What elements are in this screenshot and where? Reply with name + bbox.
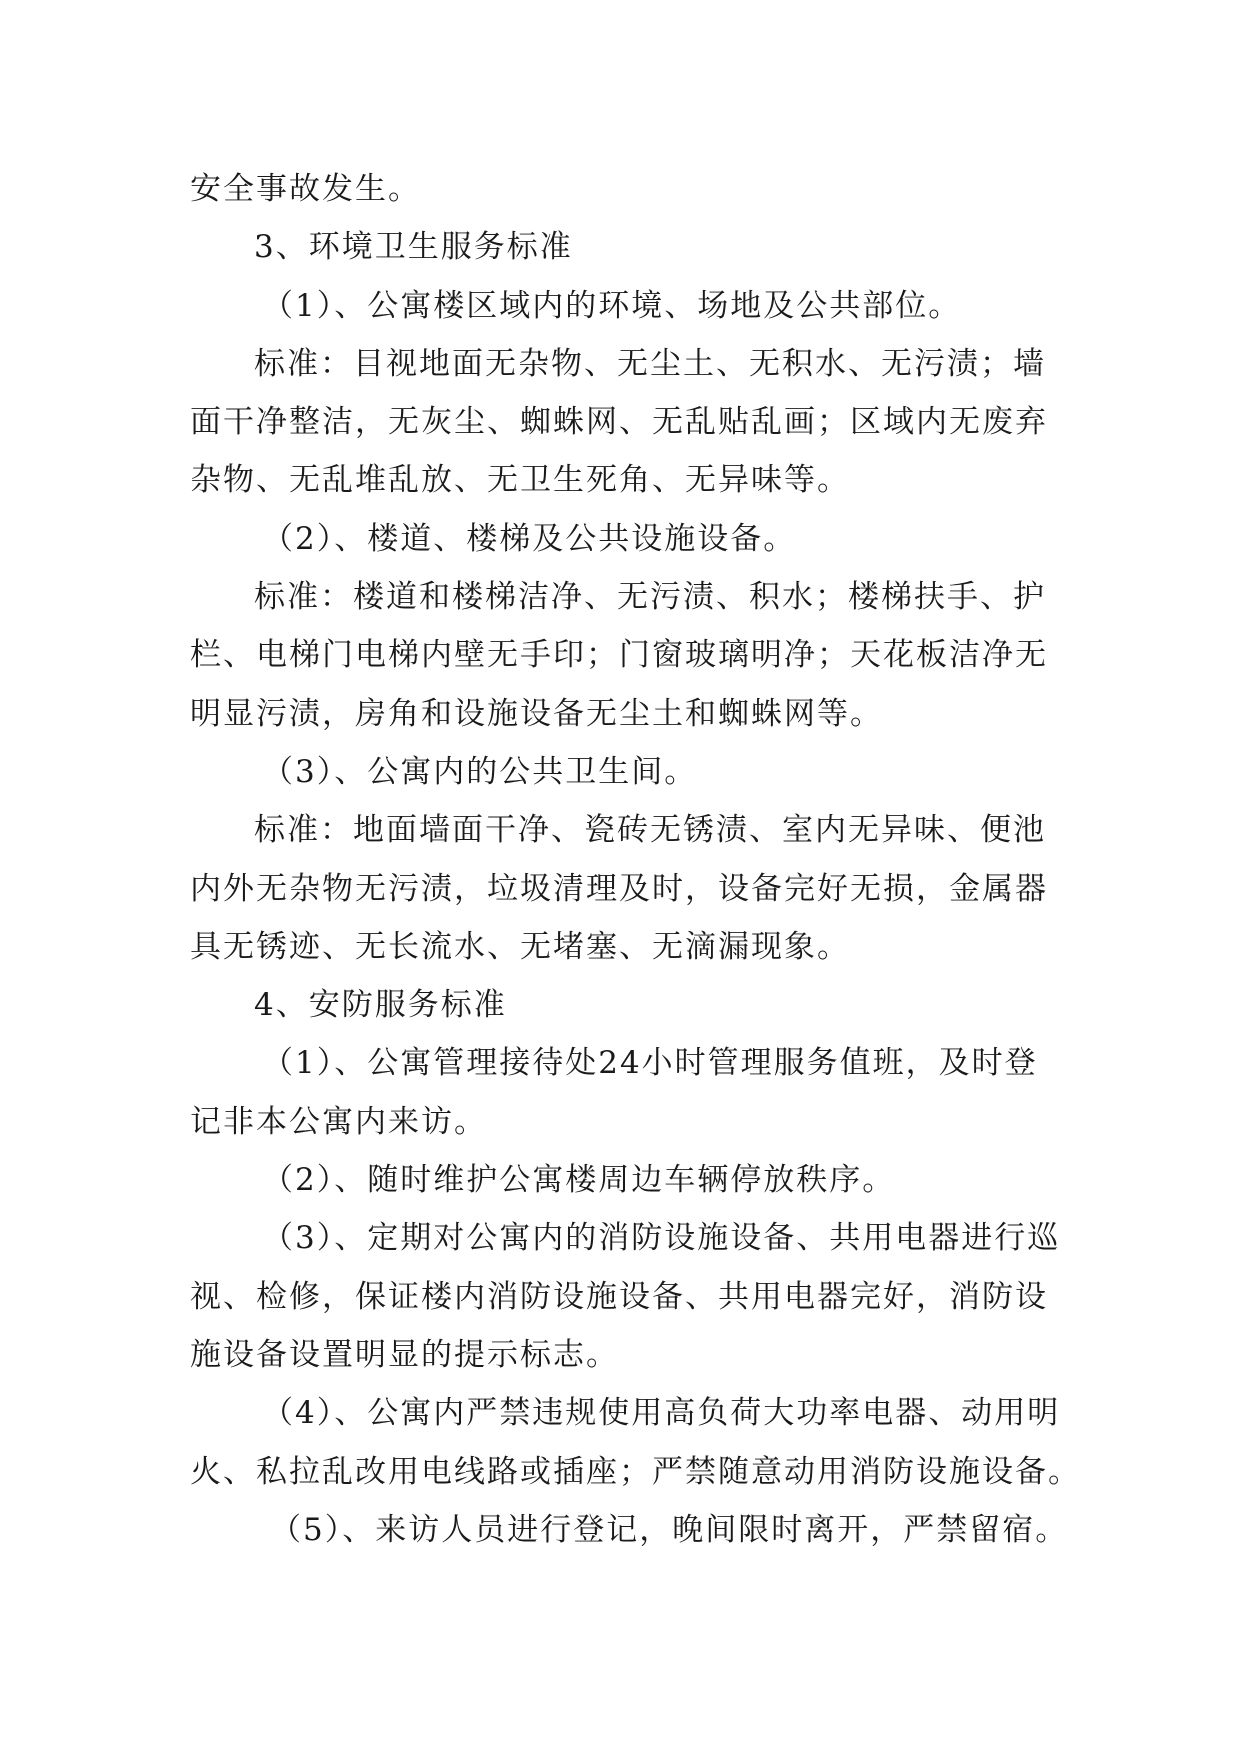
text-line: 标准：楼道和楼梯洁净、无污渍、积水；楼梯扶手、护 bbox=[254, 579, 1046, 616]
text-line: 火、私拉乱改用电线路或插座；严禁随意动用消防设施设备。 bbox=[190, 1453, 1081, 1490]
text-line: 面干净整洁，无灰尘、蜘蛛网、无乱贴乱画；区域内无废弃 bbox=[190, 404, 1048, 441]
text-line: （3）、定期对公寓内的消防设施设备、共用电器进行巡 bbox=[262, 1220, 1061, 1257]
item-heading: （2）、楼道、楼梯及公共设施设备。 bbox=[262, 520, 797, 557]
item-heading: （1）、公寓楼区域内的环境、场地及公共部位。 bbox=[262, 287, 962, 324]
item-heading: （3）、公寓内的公共卫生间。 bbox=[262, 753, 698, 790]
text-line: 明显污渍，房角和设施设备无尘土和蜘蛛网等。 bbox=[190, 695, 883, 732]
text-line: （2）、随时维护公寓楼周边车辆停放秩序。 bbox=[262, 1162, 896, 1199]
text-line: 栏、电梯门电梯内壁无手印；门窗玻璃明净；天花板洁净无 bbox=[190, 637, 1048, 674]
text-line: （4）、公寓内严禁违规使用高负荷大功率电器、动用明 bbox=[262, 1395, 1061, 1432]
text-line: 视、检修，保证楼内消防设施设备、共用电器完好，消防设 bbox=[190, 1278, 1048, 1315]
text-line: 施设备设置明显的提示标志。 bbox=[190, 1336, 619, 1373]
text-line: 标准：地面墙面干净、瓷砖无锈渍、室内无异味、便池 bbox=[254, 812, 1046, 849]
text-line: 标准：目视地面无杂物、无尘土、无积水、无污渍；墙 bbox=[254, 345, 1046, 382]
text-line: 内外无杂物无污渍，垃圾清理及时，设备完好无损，金属器 bbox=[190, 870, 1048, 907]
section-heading: 4、安防服务标准 bbox=[254, 987, 507, 1024]
text-line: 记非本公寓内来访。 bbox=[190, 1103, 487, 1140]
text-line: （1）、公寓管理接待处24小时管理服务值班，及时登 bbox=[262, 1045, 1038, 1082]
text-line: （5）、来访人员进行登记，晚间限时离开，严禁留宿。 bbox=[270, 1511, 1069, 1548]
text-line: 具无锈迹、无长流水、无堵塞、无滴漏现象。 bbox=[190, 928, 850, 965]
text-line: 杂物、无乱堆乱放、无卫生死角、无异味等。 bbox=[190, 462, 850, 499]
text-line: 安全事故发生。 bbox=[190, 171, 421, 207]
document-body bbox=[190, 160, 1081, 1559]
section-heading: 3、环境卫生服务标准 bbox=[254, 229, 573, 266]
